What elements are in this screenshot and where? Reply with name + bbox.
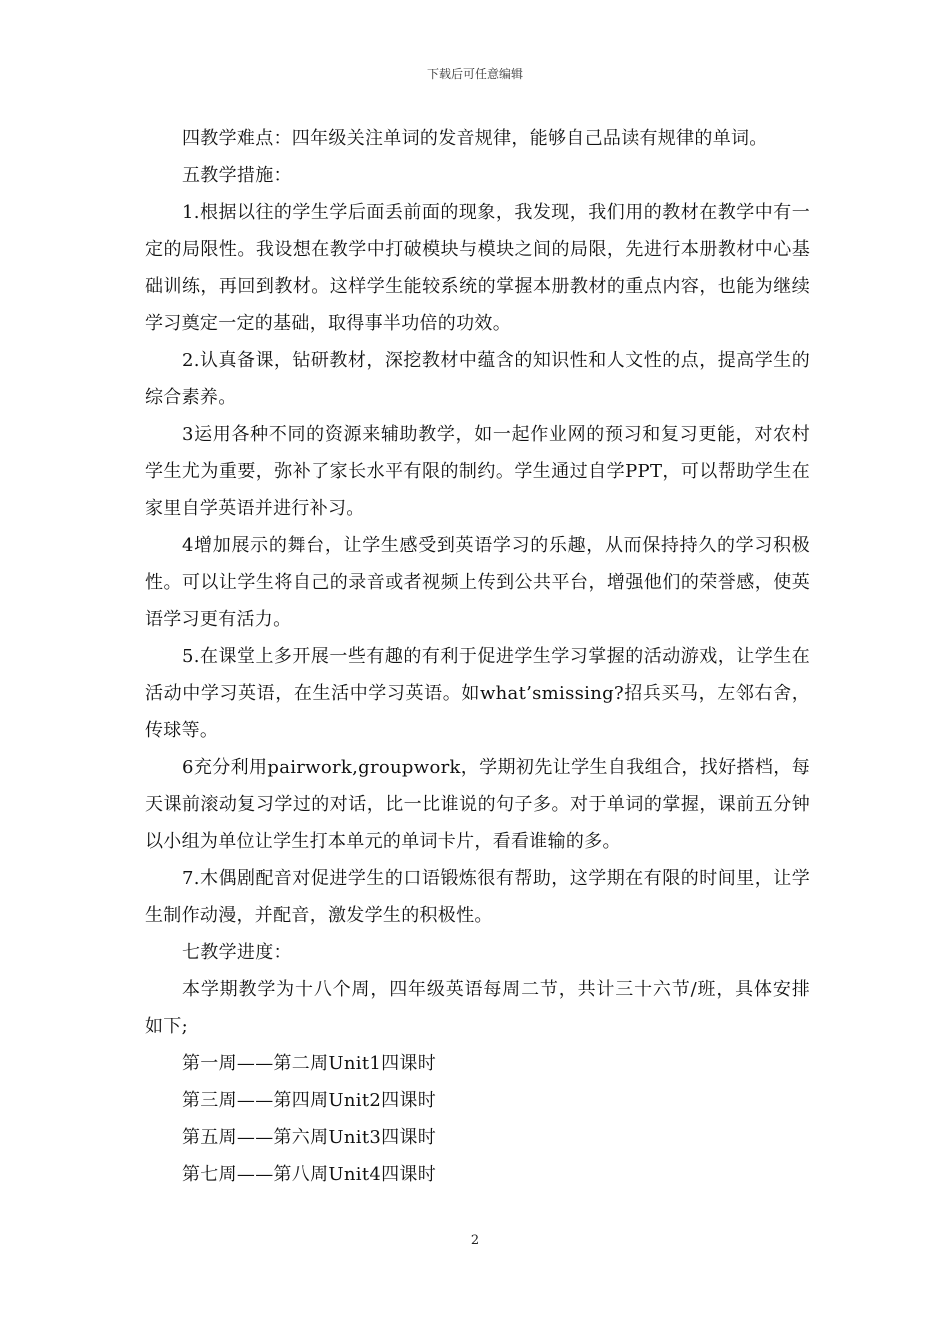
paragraph-measure-4: 4增加展示的舞台，让学生感受到英语学习的乐趣，从而保持持久的学习积极性。可以让学生将自己的录音或者视频上传到公共平台，增强他们的荣誉感，使英语学习更有活力。 [145,535,810,630]
paragraph-measure-3: 3运用各种不同的资源来辅助教学，如一起作业网的预习和复习更能，对农村学生尤为重要，弥补了家长水平有限的制约。学生通过自学PPT，可以帮助学生在家里自学英语并进行补习。 [145,424,810,519]
paragraph-schedule-heading: 七教学进度： [182,942,292,963]
schedule-line-unit3: 第五周——第六周Unit3四课时 [182,1127,437,1148]
paragraph-measure-7: 7.木偶剧配音对促进学生的口语锻炼很有帮助，这学期在有限的时间里，让学生制作动漫，并配音，激发学生的积极性。 [145,868,810,926]
paragraph-measures-heading: 五教学措施： [182,165,292,186]
paragraph-measure-1: 1.根据以往的学生学后面丢前面的现象，我发现，我们用的教材在教学中有一定的局限性。我设想在教学中打破模块与模块之间的局限，先进行本册教材中心基础训练，再回到教材。这样学生能较系统的掌握本册教材的重点内容，也能为继续学习奠定一定的基础，取得事半功倍的功效。 [145,202,810,334]
paragraph-schedule-intro: 本学期教学为十八个周，四年级英语每周二节，共计三十六节/班，具体安排如下; [145,979,810,1037]
page-number: 2 [470,1233,480,1248]
schedule-line-unit4: 第七周——第八周Unit4四课时 [182,1164,437,1185]
page-header: 下载后可任意编辑 [426,67,523,81]
paragraph-measure-6: 6充分利用pairwork,groupwork，学期初先让学生自我组合，找好搭档，每天课前滚动复习学过的对话，比一比谁说的句子多。对于单词的掌握，课前五分钟以小组为单位让学生打本单元的单词卡片，看看谁输的多。 [145,757,810,852]
schedule-line-unit1: 第一周——第二周Unit1四课时 [182,1053,437,1074]
document-body [145,120,810,1193]
schedule-line-unit2: 第三周——第四周Unit2四课时 [182,1090,437,1111]
paragraph-measure-2: 2.认真备课，钻研教材，深挖教材中蕴含的知识性和人文性的点，提高学生的综合素养。 [145,350,810,408]
paragraph-difficulty: 四教学难点：四年级关注单词的发音规律，能够自己品读有规律的单词。 [182,128,768,149]
paragraph-measure-5: 5.在课堂上多开展一些有趣的有利于促进学生学习掌握的活动游戏，让学生在活动中学习英语，在生活中学习英语。如what’smissing?招兵买马，左邻右舍，传球等。 [145,646,810,741]
